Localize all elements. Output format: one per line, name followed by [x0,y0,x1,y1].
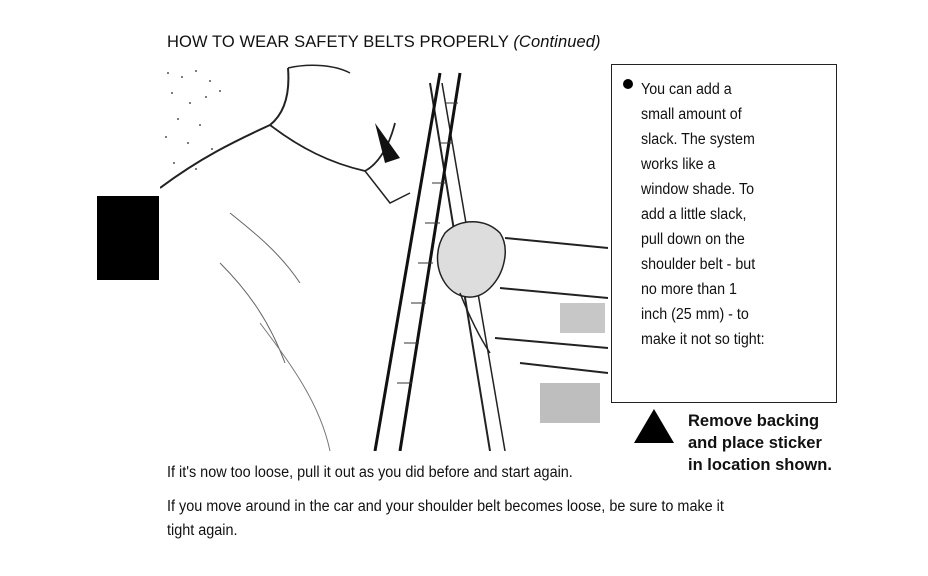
callout-line: pull down on the [641,231,745,248]
paragraph-move-around-line2: tight again. [167,522,238,539]
sticker-line: in location shown. [688,456,832,474]
sticker-line: Remove backing [688,412,820,430]
callout-text [641,77,765,352]
seatbelt-illustration [160,63,608,451]
callout-line: works like a [641,156,716,173]
callout-line: slack. The system [641,131,755,148]
callout-line: no more than 1 [641,281,737,298]
warning-triangle-icon [633,408,675,444]
paragraph-move-around-line1: If you move around in the car and your shoulder belt becomes loose, be sure to make it [167,498,724,515]
page-heading [167,33,601,52]
heading-continued: (Continued) [513,33,601,51]
callout-line: window shade. To [641,181,755,198]
slack-callout-box [611,64,837,403]
callout-line: small amount of [641,106,742,123]
callout-line: shoulder belt - but [641,256,756,273]
section-tab-marker [97,196,159,280]
paragraph-too-loose: If it's now too loose, pull it out as you did before and start again. [167,464,573,481]
callout-line: add a little slack, [641,206,747,223]
heading-title: HOW TO WEAR SAFETY BELTS PROPERLY [167,33,509,51]
sticker-line: and place sticker [688,434,822,452]
callout-line: inch (25 mm) - to [641,306,749,323]
callout-line: You can add a [641,81,732,98]
callout-line: make it not so tight: [641,331,765,348]
sticker-instruction [688,410,832,476]
bullet-icon [623,79,633,89]
